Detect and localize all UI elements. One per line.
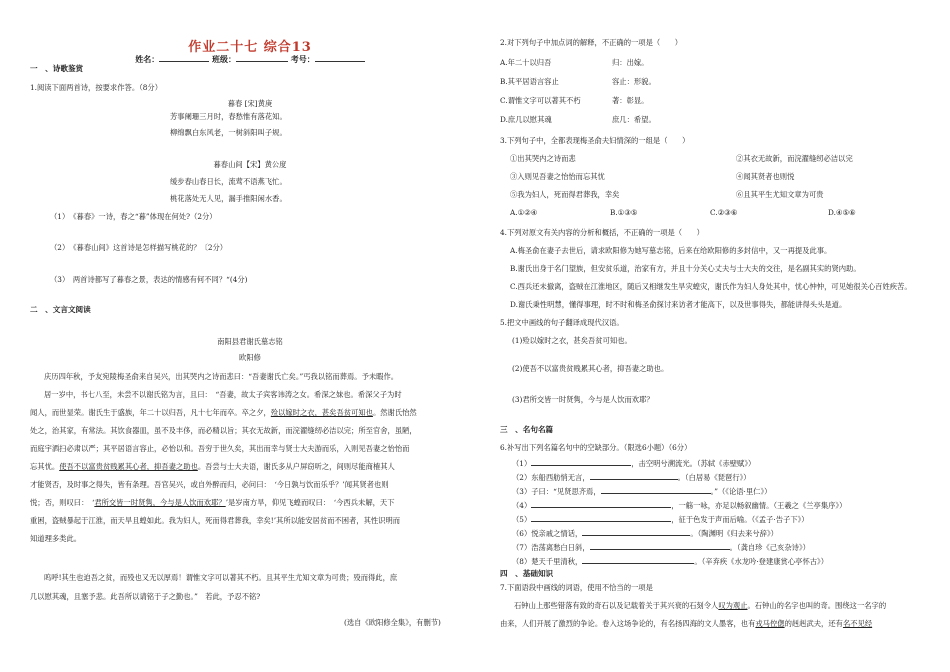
essay-paragraph-line: 而庭宇洒扫必肃以严；其平居语言容止，必怡以和。吾穷于世久矣，其出而幸与贤士大夫游而乐，入则见吾妻之怡怡而 bbox=[30, 444, 410, 453]
sub-question: (1)殓以嫁时之衣，甚矣吾贫可知也。 bbox=[512, 336, 632, 345]
fill-blank-line: （3）子曰：“见贤思齐焉， 。”（《论语·里仁》） bbox=[512, 487, 772, 496]
fill-blank-line: （4） ，一觞一咏，亦足以畅叙幽情。（王羲之《兰亭集序》） bbox=[512, 501, 847, 510]
section-heading: 四 、基础知识 bbox=[500, 569, 554, 578]
essay-paragraph-line: 重困，盗贼暴起于江淮，而天旱且蝗如此。我为妇人，死而得君葬我，幸矣!’其所以能安居贫而不困者，其性识明而 bbox=[30, 516, 401, 525]
choice-item: ③入则见吾妻之怡怡而忘其忧 bbox=[510, 172, 605, 181]
option-a: A.梅圣俞在妻子去世后，请求欧阳修为她写墓志铭，后来在给欧阳修的多封信中，又一再提及此事。 bbox=[510, 246, 832, 255]
essay-paragraph-line: 呜呼!其生也迫吾之贫，而殁也又无以厚焉！谓惟文字可以著其不朽。且其平生尤知文章为可贵；殁而得此，庶 bbox=[44, 573, 398, 582]
poem-line: 缓步春山春日长，流莺不语燕飞忙。 bbox=[170, 177, 287, 186]
name-label: 姓名： bbox=[135, 54, 160, 64]
option-b: B.其平居语言容止 bbox=[500, 77, 559, 86]
sub-question: （2） 《暮春山间》这首诗是怎样描写桃花的？〔2分） bbox=[50, 243, 228, 252]
essay-paragraph-line: 忘其忧。使吾不以富贵贫贱累其心者，抑吾妻之助也。吾尝与士大夫语，谢氏多从户屏窃听之，间则尽能商榷其人 bbox=[30, 462, 395, 471]
essay-paragraph-line: 处之，治其家，有常法。其饮食器皿，虽不及丰侈，而必精以旨；其衣无故新，而浣濯缝纫必洁以完；所至官舍，虽陋， bbox=[30, 426, 417, 435]
exam-number-label: 考号： bbox=[290, 54, 315, 64]
essay-paragraph-line: 居一岁中，书七八至，未尝不以谢氏铭为言，且曰： “吾妻，故太子宾客讳涛之女。希深之妹也。希深父子为时 bbox=[44, 390, 402, 399]
fill-blank-line: （8）楚天千里清秋， 。（辛弃疾《水龙吟·登建康赏心亭怀古》） bbox=[512, 557, 828, 566]
choice-item: ④闻其贤者也则悦 bbox=[736, 172, 795, 181]
choice-item: ②其衣无故新，而浣濯缝纫必洁以完 bbox=[736, 154, 853, 163]
section-heading: 一 、诗歌鉴赏 bbox=[30, 64, 84, 73]
poem-line: 柳绵飘白东风老，一树斜阳叫子规。 bbox=[170, 128, 287, 137]
answer-option-a: A.①②④ bbox=[510, 208, 538, 217]
fill-blank-line: （7）浩荡离愁白日斜， 。（龚自珍《己亥杂诗》） bbox=[512, 543, 810, 552]
poem-line: 芳事阑珊三月时，春愁惟有落花知。 bbox=[170, 112, 287, 121]
passage-line: 由来，人们开展了激烈的争论。卷入这场争论的，有名扬四海的文人墨客，也有戎马倥偬的赳赳武夫，还有名不见经 bbox=[500, 619, 873, 628]
choice-item: ⑥且其平生尤知文章为可贵 bbox=[736, 190, 824, 199]
option-c-gloss: 著：彰显。 bbox=[612, 96, 649, 105]
option-d: D.谢氏秉性明慧，懂得事理，时不时和梅圣俞探讨来访者才能高下，以及世事得失，都能讲得头头是道。 bbox=[510, 300, 847, 309]
option-a: A.年二十以归吾 bbox=[500, 58, 552, 67]
essay-title: 南阳县君谢氏墓志铭 bbox=[217, 337, 283, 346]
underlined-phrase: 叹为观止 bbox=[718, 601, 748, 610]
essay-paragraph-line: 知道理多类此。 bbox=[30, 534, 82, 543]
choice-item: ①出其哭内之诗而悲 bbox=[510, 154, 576, 163]
fill-blank-line: （5） ，征于色发于声而后喻。（《孟子·告子下》） bbox=[512, 515, 809, 524]
option-c: C.西兵还未撤离，盗贼在江淮地区，随后又相继发生旱灾蝗灾，谢氏作为妇人身处其中，忧心忡忡，可见她很关心百姓疾苦。 bbox=[510, 282, 912, 291]
student-info-line bbox=[30, 53, 470, 65]
answer-blank[interactable] bbox=[531, 457, 631, 466]
option-d-gloss: 庶几：希望。 bbox=[612, 115, 656, 124]
essay-paragraph-line: 悦；否，则叹曰： ‘君所交皆一时贤隽，今与是人饮而欢耶？’是岁南方旱，仰见飞蝗而叹曰： ‘今西兵未解，天下 bbox=[30, 498, 395, 507]
option-a-gloss: 归：出嫁。 bbox=[612, 58, 649, 67]
source-note: (选自《欧阳修全集》，有删节) bbox=[344, 618, 441, 627]
fill-blank-line: （2）东船西舫悄无言， 。（白居易《琵琶行》） bbox=[512, 473, 751, 482]
option-b: B.谢氏出身于名门望族，但安贫乐道，治家有方，并且十分关心丈夫与士大夫的交往，是名副其实的贤内助。 bbox=[510, 264, 861, 273]
poem-title: 暮春山间【宋】黄公度 bbox=[213, 160, 287, 169]
underlined-phrase: 戎马倥偬 bbox=[755, 619, 785, 628]
fill-blank-line: （6）悦亲戚之情话， 。（陶渊明《归去来兮辞》） bbox=[512, 529, 778, 538]
answer-option-c: C.②③⑥ bbox=[710, 208, 738, 217]
exam-number-field[interactable] bbox=[315, 53, 365, 62]
section-heading: 三 、名句名篇 bbox=[500, 425, 554, 434]
poem-line: 桃花落处无人见，漏手推阳闲水香。 bbox=[170, 194, 287, 203]
name-field[interactable] bbox=[159, 53, 209, 62]
answer-blank[interactable] bbox=[590, 541, 730, 550]
class-label: 班级： bbox=[212, 54, 236, 64]
poem-title: 暮春 [宋]黄庚 bbox=[227, 99, 273, 108]
question-text: 2.对下列句子中加点词的解释，不正确的一项是（ ） bbox=[500, 38, 683, 47]
section-heading: 二 、文言文阅读 bbox=[30, 305, 91, 314]
answer-blank[interactable] bbox=[582, 555, 694, 564]
question-text: 4.下列对原文有关内容的分析和概括，不正确的一项是（ ） bbox=[500, 228, 704, 237]
sub-question: (2)使吾不以富贵贫贱累其心者，抑吾妻之助也。 bbox=[512, 364, 669, 373]
answer-blank[interactable] bbox=[601, 485, 711, 494]
essay-paragraph-line: 才能贤否，及时事之得失，皆有条理。吾官吴兴，或自外醉而归，必问曰： ‘今日孰与饮而乐乎？’闻其贤者也则 bbox=[30, 480, 389, 489]
sub-question: (3)君所交皆一时贤隽，今与是人饮而欢耶？ bbox=[512, 395, 654, 404]
question-text: 6.补写出下列名篇名句中的空缺部分。（限选6小题）（6分） bbox=[500, 443, 692, 452]
choice-item: ⑤我为妇人，死而得君葬我，幸矣 bbox=[510, 190, 620, 199]
option-d: D.庶几以慰其魂 bbox=[500, 115, 552, 124]
answer-blank[interactable] bbox=[582, 527, 690, 536]
answer-blank[interactable] bbox=[531, 499, 671, 508]
essay-author: 欧阳修 bbox=[239, 353, 261, 362]
question-text: 3.下列句子中，全都表现梅圣俞夫妇情深的一组是（ ） bbox=[500, 136, 690, 145]
option-c: C.谓惟文字可以著其不朽 bbox=[500, 96, 581, 105]
underlined-sentence: 使吾不以富贵贫贱累其心者，抑吾妻之助也 bbox=[59, 462, 198, 471]
essay-paragraph-line: 闻人，而世显荣。谢氏生于盛族，年二十以归吾，凡十七年而卒。卒之夕，殓以嫁时之衣，甚矣吾贫可知也。然谢氏怡然 bbox=[30, 408, 417, 417]
underlined-phrase: 名不见经 bbox=[842, 619, 873, 628]
answer-blank[interactable] bbox=[590, 471, 678, 480]
question-text: 5.把文中画线的句子翻译成现代汉语。 bbox=[500, 318, 624, 327]
page-title: 作业二十七 综合13 bbox=[188, 40, 312, 55]
essay-paragraph-line: 庆历四年秋，予友宛陵梅圣俞来自吴兴，出其哭内之诗而悲曰：“吾妻谢氏亡矣。”丐我以铭而葬焉。予未暇作。 bbox=[44, 372, 399, 381]
answer-blank[interactable] bbox=[531, 513, 671, 522]
option-b-gloss: 容止：形貌。 bbox=[612, 77, 656, 86]
question-text: 7.下面语段中画线的词语，使用不恰当的一项是 bbox=[500, 583, 653, 592]
sub-question: （1） 《暮春》一诗，春之“暮”体现在何处?（2分） bbox=[50, 212, 217, 221]
fill-blank-line: （1） ，击空明兮溯流光。（苏轼《赤壁赋》） bbox=[512, 459, 756, 468]
sub-question: （3） 两首诗都写了暮春之景，表达的情感有何不同？“(4分) bbox=[50, 275, 248, 284]
question-text: 1.阅读下面两首诗，按要求作答。（8分） bbox=[30, 83, 163, 92]
answer-option-b: B.①③⑤ bbox=[610, 208, 638, 217]
underlined-sentence: 殓以嫁时之衣，甚矣吾贫可知也 bbox=[270, 408, 373, 417]
answer-option-d: D.④⑤⑥ bbox=[828, 208, 856, 217]
underlined-sentence: 君所交皆一时贤隽，今与是人饮而欢耶？ bbox=[94, 498, 226, 507]
class-field[interactable] bbox=[236, 53, 288, 62]
essay-paragraph-line: 几以慰其魂，且塞予悲。此吾所以请铭于子之勤也。” 若此，予忍不铭? bbox=[30, 592, 261, 601]
passage-line: 石钟山上那些错落有致的奇石以及记载着关于其兴衰的石刻令人叹为观止。石钟山的名字也叫的奇。围绕这一名字的 bbox=[514, 601, 887, 610]
